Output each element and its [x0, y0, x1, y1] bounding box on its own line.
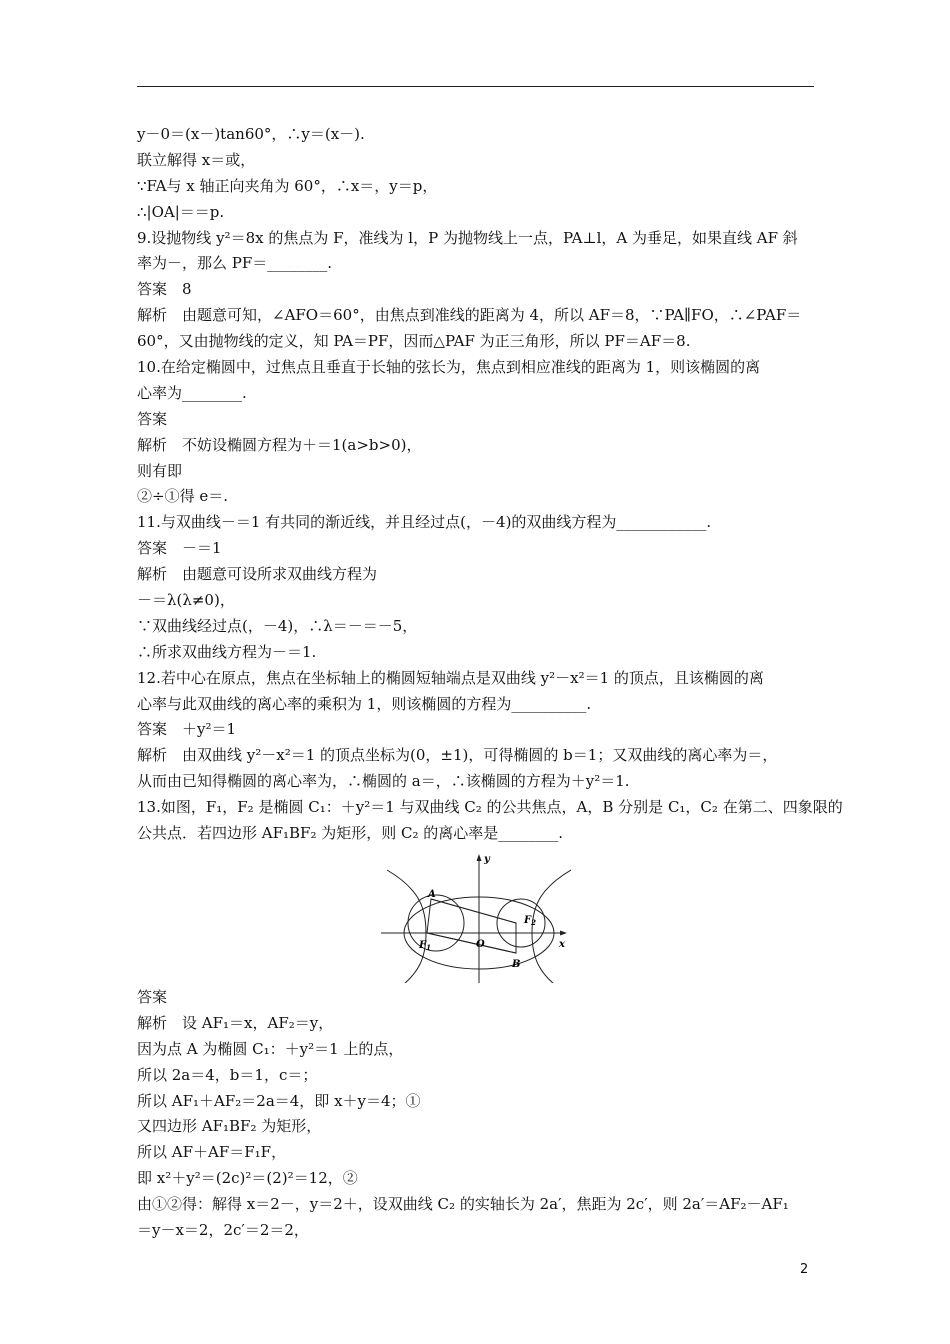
circle-right — [497, 899, 545, 947]
page-body — [137, 122, 843, 1244]
label-f1: $F_1$ — [419, 939, 431, 952]
text-line: 又四边形 AF₁BF₂ 为矩形， — [137, 1117, 322, 1136]
answer-10: 答案 — [137, 409, 168, 428]
analysis-12: 解析 由双曲线 y²－x²＝1 的顶点坐标为(0，±1)，可得椭圆的 b＝1；又双曲线的离心率为＝， — [137, 746, 778, 765]
hyperbola-left-branch — [387, 870, 426, 983]
text-line: 则有即 — [137, 461, 183, 480]
x-axis-arrow — [560, 930, 567, 935]
ellipse-hyperbola-figure — [137, 850, 817, 983]
text-line: ＝y－x＝2，2c′＝2＝2， — [137, 1220, 309, 1239]
hyperbola-right-branch — [532, 870, 571, 983]
analysis-11: 解析 由题意可设所求双曲线方程为 — [137, 565, 378, 584]
label-o: O — [476, 938, 485, 950]
label-a: A — [428, 888, 436, 900]
label-x: x — [559, 938, 565, 950]
text-line: 所以 AF＋AF＝F₁F， — [137, 1143, 287, 1162]
segment-af2 — [431, 899, 516, 923]
text-line: 从而由已知得椭圆的离心率为，∴椭圆的 a＝，∴该椭圆的方程为＋y²＝1. — [137, 772, 630, 791]
label-y: y — [484, 853, 490, 865]
text-line: －＝λ(λ≠0)， — [137, 591, 235, 610]
text-line: 公共点．若四边形 AF₁BF₂ 为矩形，则 C₂ 的离心率是________. — [137, 824, 564, 843]
text-line: ∵双曲线经过点(，－4)，∴λ＝－＝－5， — [137, 616, 418, 635]
text-line: 心率为________. — [137, 383, 247, 402]
text-line: ∵FA与 x 轴正向夹角为 60°，∴x＝，y＝p， — [137, 176, 438, 195]
question-13: 13.如图，F₁，F₂ 是椭圆 C₁：＋y²＝1 与双曲线 C₂ 的公共焦点，A，B 分别是 C₁，C₂ 在第二、四象限的 — [137, 798, 843, 817]
label-f2: $F_2$ — [524, 914, 536, 927]
text-line: 所以 AF₁＋AF₂＝2a＝4，即 x＋y＝4；① — [137, 1091, 421, 1110]
question-9: 9.设抛物线 y²＝8x 的焦点为 F，准线为 l，P 为抛物线上一点，PA⊥l，A 为垂足，如果直线 AF 斜 — [137, 228, 798, 247]
figure-svg — [381, 850, 571, 983]
text-line: 联立解得 x＝或， — [137, 150, 256, 169]
question-10: 10.在给定椭圆中，过焦点且垂直于长轴的弦长为，焦点到相应准线的距离为 1，则该椭圆的离 — [137, 358, 761, 377]
analysis-10: 解析 不妨设椭圆方程为＋＝1(a>b>0)， — [137, 435, 422, 454]
text-line: 心率与此双曲线的离心率的乘积为 1，则该椭圆的方程为__________. — [137, 694, 592, 713]
label-b: B — [512, 958, 521, 970]
segment-f1b — [427, 933, 516, 953]
answer-12: 答案 ＋y²＝1 — [137, 720, 237, 739]
answer-11: 答案 －＝1 — [137, 539, 222, 558]
answer-9: 答案 8 — [137, 280, 192, 299]
question-11: 11.与双曲线－＝1 有共同的渐近线，并且经过点(，－4)的双曲线方程为____________. — [137, 513, 712, 532]
header-rule — [137, 86, 814, 87]
page-number: 2 — [800, 1262, 809, 1277]
text-line: ∴|OA|＝＝p. — [137, 202, 225, 221]
text-line: 由①②得：解得 x＝2－，y＝2＋，设双曲线 C₂ 的实轴长为 2a′，焦距为 2c′，则 2a′＝AF₂－AF₁ — [137, 1195, 789, 1214]
text-line: ②÷①得 e＝. — [137, 487, 228, 506]
text-line: 所以 2a＝4，b＝1，c＝； — [137, 1065, 318, 1084]
analysis-13: 解析 设 AF₁＝x，AF₂＝y， — [137, 1013, 334, 1032]
text-line: y－0＝(x－)tan60°，∴y＝(x－). — [137, 125, 365, 143]
y-axis-arrow — [477, 854, 482, 861]
answer-13: 答案 — [137, 987, 168, 1006]
text-line: ∴所求双曲线方程为－＝1. — [137, 642, 317, 661]
text-line: 因为点 A 为椭圆 C₁：＋y²＝1 上的点， — [137, 1039, 404, 1058]
text-line: 率为－，那么 PF＝________. — [137, 254, 333, 273]
analysis-9: 解析 由题意可知，∠AFO＝60°，由焦点到准线的距离为 4，所以 AF＝8，∵PA∥FO，∴∠PAF＝ — [137, 306, 802, 325]
question-12: 12.若中心在原点，焦点在坐标轴上的椭圆短轴端点是双曲线 y²－x²＝1 的顶点，且该椭圆的离 — [137, 668, 764, 687]
text-line: 60°，又由抛物线的定义，知 PA＝PF，因而△PAF 为正三角形，所以 PF＝AF＝8. — [137, 332, 691, 351]
text-line: 即 x²＋y²＝(2c)²＝(2)²＝12，② — [137, 1169, 358, 1188]
